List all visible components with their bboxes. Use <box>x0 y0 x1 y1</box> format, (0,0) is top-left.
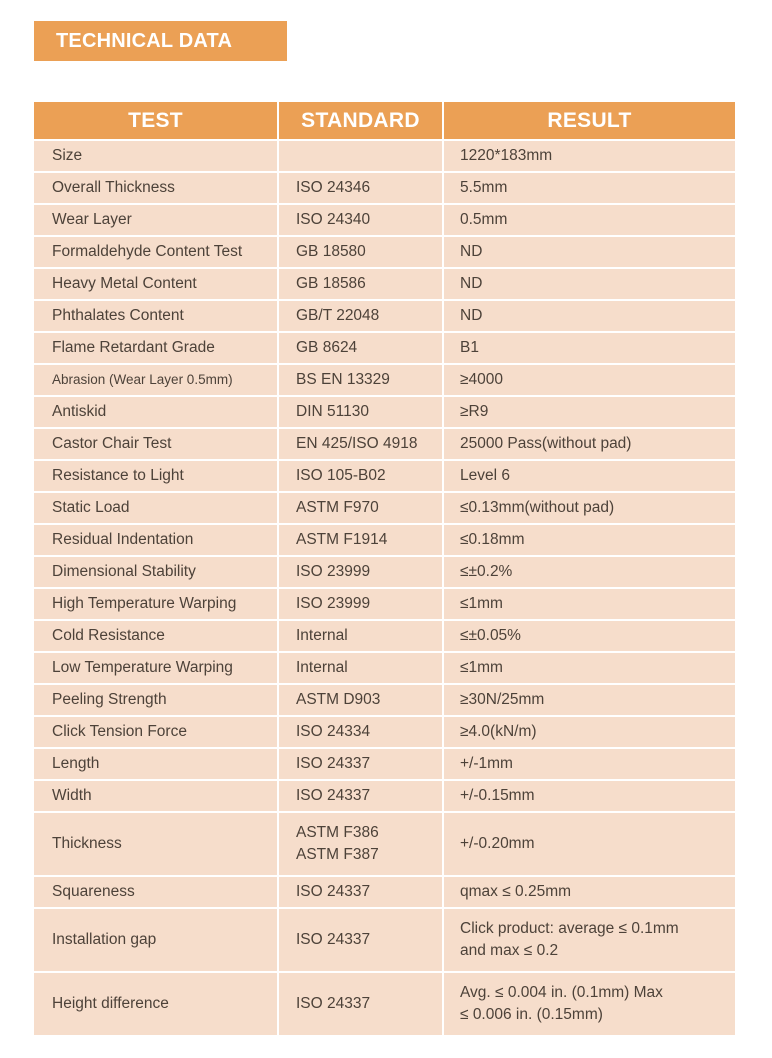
table-row <box>34 556 735 588</box>
result-line: and max ≤ 0.2 <box>460 942 559 959</box>
table-row <box>34 652 735 684</box>
standard-cell: GB 8624 <box>278 332 443 364</box>
test-cell: High Temperature Warping <box>34 588 278 620</box>
result-cell: ≥4000 <box>443 364 735 396</box>
standard-cell: ASTM F970 <box>278 492 443 524</box>
test-cell: Cold Resistance <box>34 620 278 652</box>
result-cell: ≤1mm <box>443 652 735 684</box>
standard-cell: ISO 24346 <box>278 172 443 204</box>
test-cell: Flame Retardant Grade <box>34 332 278 364</box>
table-row <box>34 332 735 364</box>
result-cell: 5.5mm <box>443 172 735 204</box>
standard-cell: ISO 23999 <box>278 556 443 588</box>
table-row <box>34 204 735 236</box>
standard-cell: ISO 24337 <box>278 876 443 908</box>
standard-cell <box>278 812 443 876</box>
table-row <box>34 460 735 492</box>
standard-cell: ISO 24334 <box>278 716 443 748</box>
result-cell: ≤0.13mm(without pad) <box>443 492 735 524</box>
result-cell: ≤0.18mm <box>443 524 735 556</box>
result-cell: ≤±0.2% <box>443 556 735 588</box>
table-row <box>34 908 735 972</box>
result-cell: Level 6 <box>443 460 735 492</box>
standard-cell: GB 18586 <box>278 268 443 300</box>
standard-cell: GB/T 22048 <box>278 300 443 332</box>
standard-cell: Internal <box>278 652 443 684</box>
result-line: ≤ 0.006 in. (0.15mm) <box>460 1006 603 1023</box>
result-cell: 1220*183mm <box>443 140 735 172</box>
test-cell: Dimensional Stability <box>34 556 278 588</box>
technical-data-table <box>34 102 735 1035</box>
standard-cell: ISO 24337 <box>278 748 443 780</box>
standard-cell: ISO 24337 <box>278 972 443 1035</box>
result-cell: qmax ≤ 0.25mm <box>443 876 735 908</box>
test-cell: Low Temperature Warping <box>34 652 278 684</box>
standard-cell: ISO 23999 <box>278 588 443 620</box>
standard-cell: GB 18580 <box>278 236 443 268</box>
standard-cell: EN 425/ISO 4918 <box>278 428 443 460</box>
standard-cell: ASTM F1914 <box>278 524 443 556</box>
test-cell: Heavy Metal Content <box>34 268 278 300</box>
table-row <box>34 972 735 1035</box>
test-cell: Residual Indentation <box>34 524 278 556</box>
table-row <box>34 140 735 172</box>
result-cell: +/-1mm <box>443 748 735 780</box>
result-cell: +/-0.15mm <box>443 780 735 812</box>
standard-cell: ISO 24340 <box>278 204 443 236</box>
standard-cell: ISO 24337 <box>278 908 443 972</box>
column-header-standard: STANDARD <box>278 102 443 140</box>
test-cell: Phthalates Content <box>34 300 278 332</box>
test-cell: Thickness <box>34 812 278 876</box>
test-cell: Formaldehyde Content Test <box>34 236 278 268</box>
result-cell: 25000 Pass(without pad) <box>443 428 735 460</box>
table-row <box>34 812 735 876</box>
table-row <box>34 620 735 652</box>
standard-cell: DIN 51130 <box>278 396 443 428</box>
test-cell: Height difference <box>34 972 278 1035</box>
table-row <box>34 780 735 812</box>
standard-line: ASTM F386 <box>296 824 379 841</box>
table-row <box>34 364 735 396</box>
table-row <box>34 396 735 428</box>
section-title: TECHNICAL DATA <box>34 21 287 61</box>
table-row <box>34 492 735 524</box>
result-cell: ≥30N/25mm <box>443 684 735 716</box>
standard-cell: BS EN 13329 <box>278 364 443 396</box>
column-header-test: TEST <box>34 102 278 140</box>
result-cell <box>443 972 735 1035</box>
standard-line: ASTM F387 <box>296 846 379 863</box>
table-row <box>34 428 735 460</box>
result-cell: ≥4.0(kN/m) <box>443 716 735 748</box>
result-cell: ≤±0.05% <box>443 620 735 652</box>
test-cell: Abrasion (Wear Layer 0.5mm) <box>34 364 278 396</box>
test-cell: Click Tension Force <box>34 716 278 748</box>
test-cell: Size <box>34 140 278 172</box>
test-cell: Peeling Strength <box>34 684 278 716</box>
table-row <box>34 748 735 780</box>
table-row <box>34 684 735 716</box>
test-cell: Antiskid <box>34 396 278 428</box>
test-cell: Castor Chair Test <box>34 428 278 460</box>
column-header-result: RESULT <box>443 102 735 140</box>
result-line: Click product: average ≤ 0.1mm <box>460 920 679 937</box>
table-row <box>34 268 735 300</box>
test-cell: Overall Thickness <box>34 172 278 204</box>
result-cell: +/-0.20mm <box>443 812 735 876</box>
standard-cell: ASTM D903 <box>278 684 443 716</box>
result-cell: B1 <box>443 332 735 364</box>
result-line: Avg. ≤ 0.004 in. (0.1mm) Max <box>460 984 663 1001</box>
test-cell: Length <box>34 748 278 780</box>
test-cell: Wear Layer <box>34 204 278 236</box>
test-cell: Width <box>34 780 278 812</box>
table-row <box>34 524 735 556</box>
test-cell: Resistance to Light <box>34 460 278 492</box>
test-cell: Installation gap <box>34 908 278 972</box>
result-cell: 0.5mm <box>443 204 735 236</box>
result-cell: ≤1mm <box>443 588 735 620</box>
table-row <box>34 876 735 908</box>
test-cell: Squareness <box>34 876 278 908</box>
table-row <box>34 716 735 748</box>
test-cell: Static Load <box>34 492 278 524</box>
result-cell: ND <box>443 268 735 300</box>
result-cell: ND <box>443 300 735 332</box>
standard-cell: Internal <box>278 620 443 652</box>
table-header-row <box>34 102 735 140</box>
standard-cell: ISO 105-B02 <box>278 460 443 492</box>
result-cell <box>443 908 735 972</box>
table-row <box>34 588 735 620</box>
table-row <box>34 172 735 204</box>
standard-cell: ISO 24337 <box>278 780 443 812</box>
result-cell: ≥R9 <box>443 396 735 428</box>
standard-cell <box>278 140 443 172</box>
result-cell: ND <box>443 236 735 268</box>
table-row <box>34 236 735 268</box>
table-row <box>34 300 735 332</box>
